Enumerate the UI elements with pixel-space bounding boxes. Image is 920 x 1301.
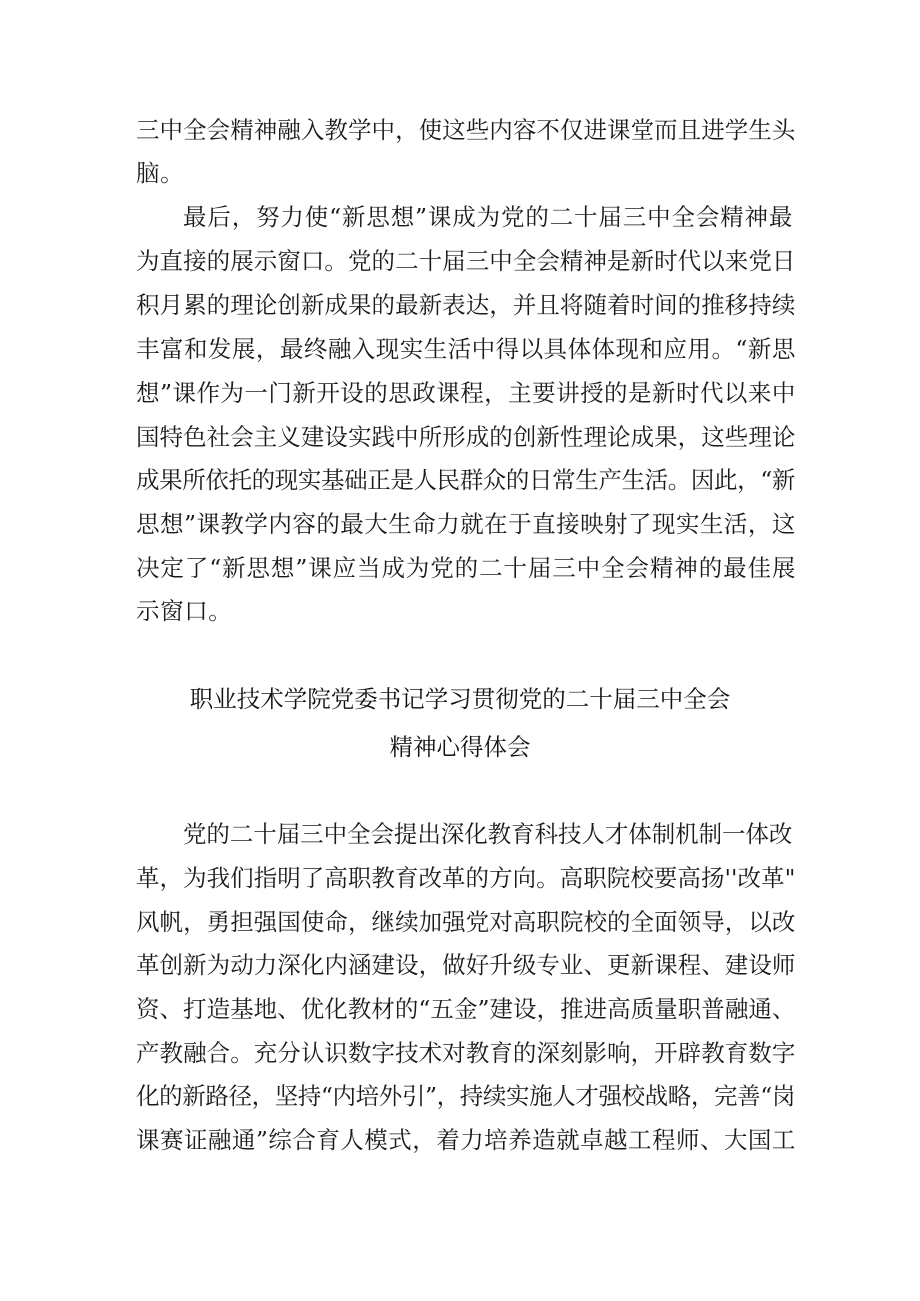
text-line: 资、打造基地、优化教材的“五金”建设，推进高质量职普融通、 xyxy=(136,995,796,1023)
text-line: 党的二十届三中全会提出深化教育科技人才体制机制一体改 xyxy=(183,820,793,848)
text-line: 丰富和发展，最终融入现实生活中得以具体体现和应用。“新思 xyxy=(136,335,796,363)
text-line: 最后，努力使“新思想”课成为党的二十届三中全会精神最 xyxy=(183,203,794,231)
text-line: 脑。 xyxy=(136,159,185,187)
text-line: 为直接的展示窗口。党的二十届三中全会精神是新时代以来党日 xyxy=(136,247,796,275)
text-line: 积月累的理论创新成果的最新表达，并且将随着时间的推移持续 xyxy=(136,291,796,319)
text-line: 革，为我们指明了高职教育改革的方向。高职院校要高扬''改革" xyxy=(136,864,796,892)
text-line: 思想”课教学内容的最大生命力就在于直接映射了现实生活，这 xyxy=(136,510,796,538)
article-title-line-2: 精神心得体会 xyxy=(389,733,531,761)
text-line: 示窗口。 xyxy=(136,597,233,625)
text-line: 风帆，勇担强国使命，继续加强党对高职院校的全面领导，以改 xyxy=(136,908,796,936)
text-line: 化的新路径，坚持“内培外引”，持续实施人才强校战略，完善“岗 xyxy=(136,1082,796,1110)
text-line: 三中全会精神融入教学中，使这些内容不仅进课堂而且进学生头 xyxy=(136,116,796,144)
text-line: 革创新为动力深化内涵建设，做好升级专业、更新课程、建设师 xyxy=(136,951,796,979)
text-line: 决定了“新思想”课应当成为党的二十届三中全会精神的最佳展 xyxy=(136,554,797,582)
article-title-line-1: 职业技术学院党委书记学习贯彻党的二十届三中全会 xyxy=(189,685,731,713)
text-line: 课赛证融通”综合育人模式，着力培养造就卓越工程师、大国工 xyxy=(136,1126,796,1154)
text-line: 产教融合。充分认识数字技术对教育的深刻影响，开辟教育数字 xyxy=(136,1039,796,1067)
text-line: 想”课作为一门新开设的思政课程，主要讲授的是新时代以来中 xyxy=(136,379,796,407)
text-line: 成果所依托的现实基础正是人民群众的日常生产生活。因此，“新 xyxy=(136,466,796,494)
text-line: 国特色社会主义建设实践中所形成的创新性理论成果，这些理论 xyxy=(136,423,796,451)
